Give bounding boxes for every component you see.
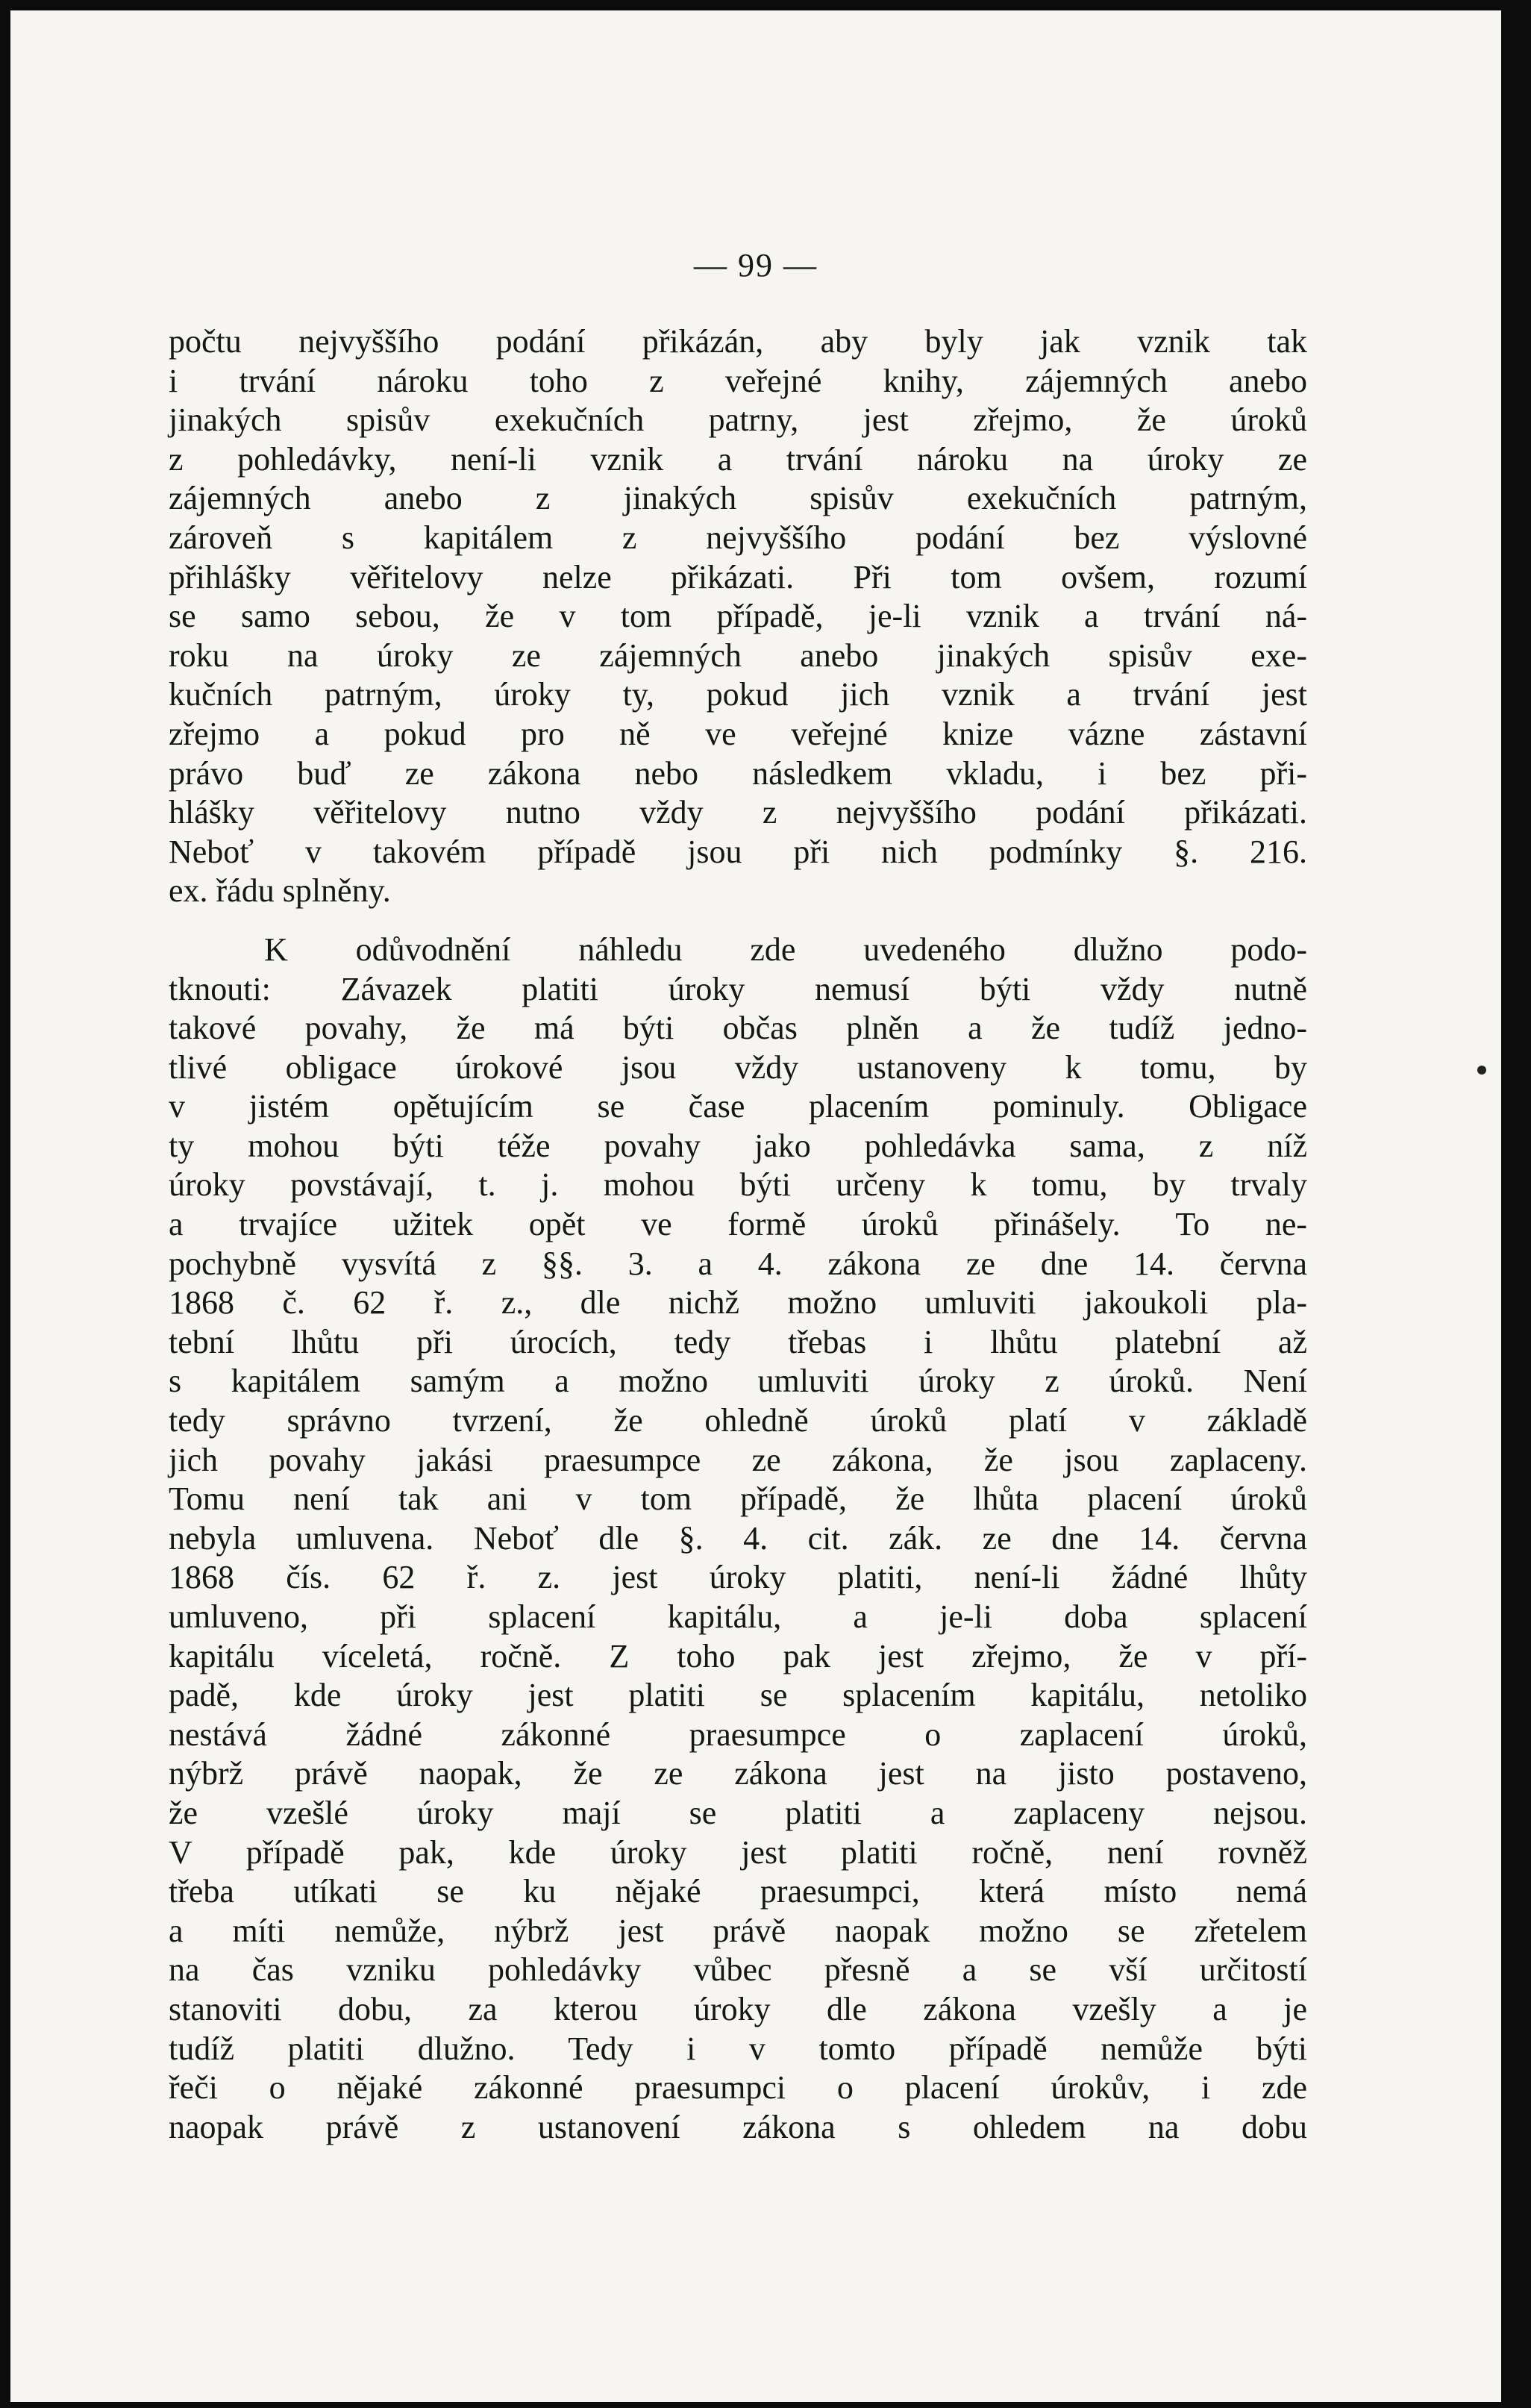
text-line: tební lhůtu při úrocích, tedy třebas i lhůtu platební až	[169, 1323, 1307, 1360]
text-line: K odůvodnění náhledu zde uvedeného dlužno podo-	[264, 931, 1307, 968]
text-line: V případě pak, kde úroky jest platiti ročně, není rovněž	[169, 1833, 1307, 1871]
text-line: a trvajíce užitek opět ve formě úroků přinášely. To ne-	[169, 1206, 1307, 1243]
text-line: Tomu není tak ani v tom případě, že lhůta placení úroků	[169, 1480, 1307, 1518]
text-line: počtu nejvyššího podání přikázán, aby byly jak vznik tak	[169, 323, 1307, 360]
text-line: Neboť v takovém případě jsou při nich podmínky §. 216.	[169, 833, 1307, 870]
text-line: umluveno, při splacení kapitálu, a je-li doba splacení	[169, 1598, 1307, 1635]
text-line: 1868 č. 62 ř. z., dle nichž možno umluviti jakoukoli pla-	[169, 1284, 1307, 1322]
text-line: zřejmo a pokud pro ně ve veřejné knize vázne zástavní	[169, 715, 1307, 752]
text-line: na čas vzniku pohledávky vůbec přesně a se vší určitostí	[169, 1951, 1307, 1989]
text-line: tknouti: Závazek platiti úroky nemusí býti vždy nutně	[169, 970, 1307, 1007]
text-line: kapitálu víceletá, ročně. Z toho pak jest zřejmo, že v pří-	[169, 1637, 1307, 1674]
text-line: v jistém opětujícím se čase placením pominuly. Obligace	[169, 1088, 1307, 1125]
text-line: se samo sebou, že v tom případě, je-li vznik a trvání ná-	[169, 598, 1307, 635]
text-line: roku na úroky ze zájemných anebo jinakých spisův exe-	[169, 637, 1307, 674]
text-line: takové povahy, že má býti občas plněn a že tudíž jedno-	[169, 1010, 1307, 1047]
text-line: pochybně vysvítá z §§. 3. a 4. zákona ze dne 14. června	[169, 1245, 1307, 1282]
text-line: naopak právě z ustanovení zákona s ohledem na dobu	[169, 2108, 1307, 2145]
text-line: právo buď ze zákona nebo následkem vkladu, i bez při-	[169, 754, 1307, 792]
text-line: stanoviti dobu, za kterou úroky dle zákona vzešly a je	[169, 1990, 1307, 2027]
text-line: nebyla umluvena. Neboť dle §. 4. cit. zák. ze dne 14. června	[169, 1519, 1307, 1557]
text-line: že vzešlé úroky mají se platiti a zaplaceny nejsou.	[169, 1794, 1307, 1831]
text-line: úroky povstávají, t. j. mohou býti určeny k tomu, by trvaly	[169, 1166, 1307, 1204]
text-line: padě, kde úroky jest platiti se splacením kapitálu, netoliko	[169, 1677, 1307, 1714]
text-line: a míti nemůže, nýbrž jest právě naopak možno se zřetelem	[169, 1912, 1307, 1949]
text-line: přihlášky věřitelovy nelze přikázati. Při tom ovšem, rozumí	[169, 558, 1307, 595]
paragraph-1	[169, 322, 1307, 911]
text-line: třeba utíkati se ku nějaké praesumpci, která místo nemá	[169, 1873, 1307, 1910]
text-line: tedy správno tvrzení, že ohledně úroků platí v základě	[169, 1402, 1307, 1439]
text-line: i trvání nároku toho z veřejné knihy, zájemných anebo	[169, 362, 1307, 399]
text-line: řeči o nějaké zákonné praesumpci o placení úrokův, i zde	[169, 2069, 1307, 2107]
text-line: z pohledávky, není-li vznik a trvání nároku na úroky ze	[169, 440, 1307, 478]
paragraph-gap	[169, 911, 1307, 931]
text-line: 1868 čís. 62 ř. z. jest úroky platiti, není-li žádné lhůty	[169, 1559, 1307, 1596]
paragraph-2	[169, 931, 1307, 2147]
page-number: — 99 —	[694, 247, 818, 284]
body-text	[169, 322, 1307, 2147]
text-line: nestává žádné zákonné praesumpce o zaplacení úroků,	[169, 1716, 1307, 1753]
text-line: zároveň s kapitálem z nejvyššího podání bez výslovné	[169, 519, 1307, 556]
text-line: tlivé obligace úrokové jsou vždy ustanoveny k tomu, by	[169, 1048, 1307, 1086]
book-page	[10, 10, 1501, 2402]
text-line: jinakých spisův exekučních patrny, jest zřejmo, že úroků	[169, 401, 1307, 439]
margin-dot	[1477, 1066, 1486, 1075]
text-line: nýbrž právě naopak, že ze zákona jest na jisto postaveno,	[169, 1755, 1307, 1792]
text-line: hlášky věřitelovy nutno vždy z nejvyššího podání přikázati.	[169, 794, 1307, 831]
text-line: s kapitálem samým a možno umluviti úroky z úroků. Není	[169, 1363, 1307, 1400]
text-line: tudíž platiti dlužno. Tedy i v tomto případě nemůže býti	[169, 2030, 1307, 2067]
text-line: kučních patrným, úroky ty, pokud jich vznik a trvání jest	[169, 676, 1307, 713]
text-line: jich povahy jakási praesumpce ze zákona, že jsou zaplaceny.	[169, 1441, 1307, 1478]
text-line: ty mohou býti téže povahy jako pohledávka sama, z níž	[169, 1127, 1307, 1164]
text-line: ex. řádu splněny.	[169, 872, 391, 910]
text-line: zájemných anebo z jinakých spisův exekučních patrným,	[169, 480, 1307, 517]
